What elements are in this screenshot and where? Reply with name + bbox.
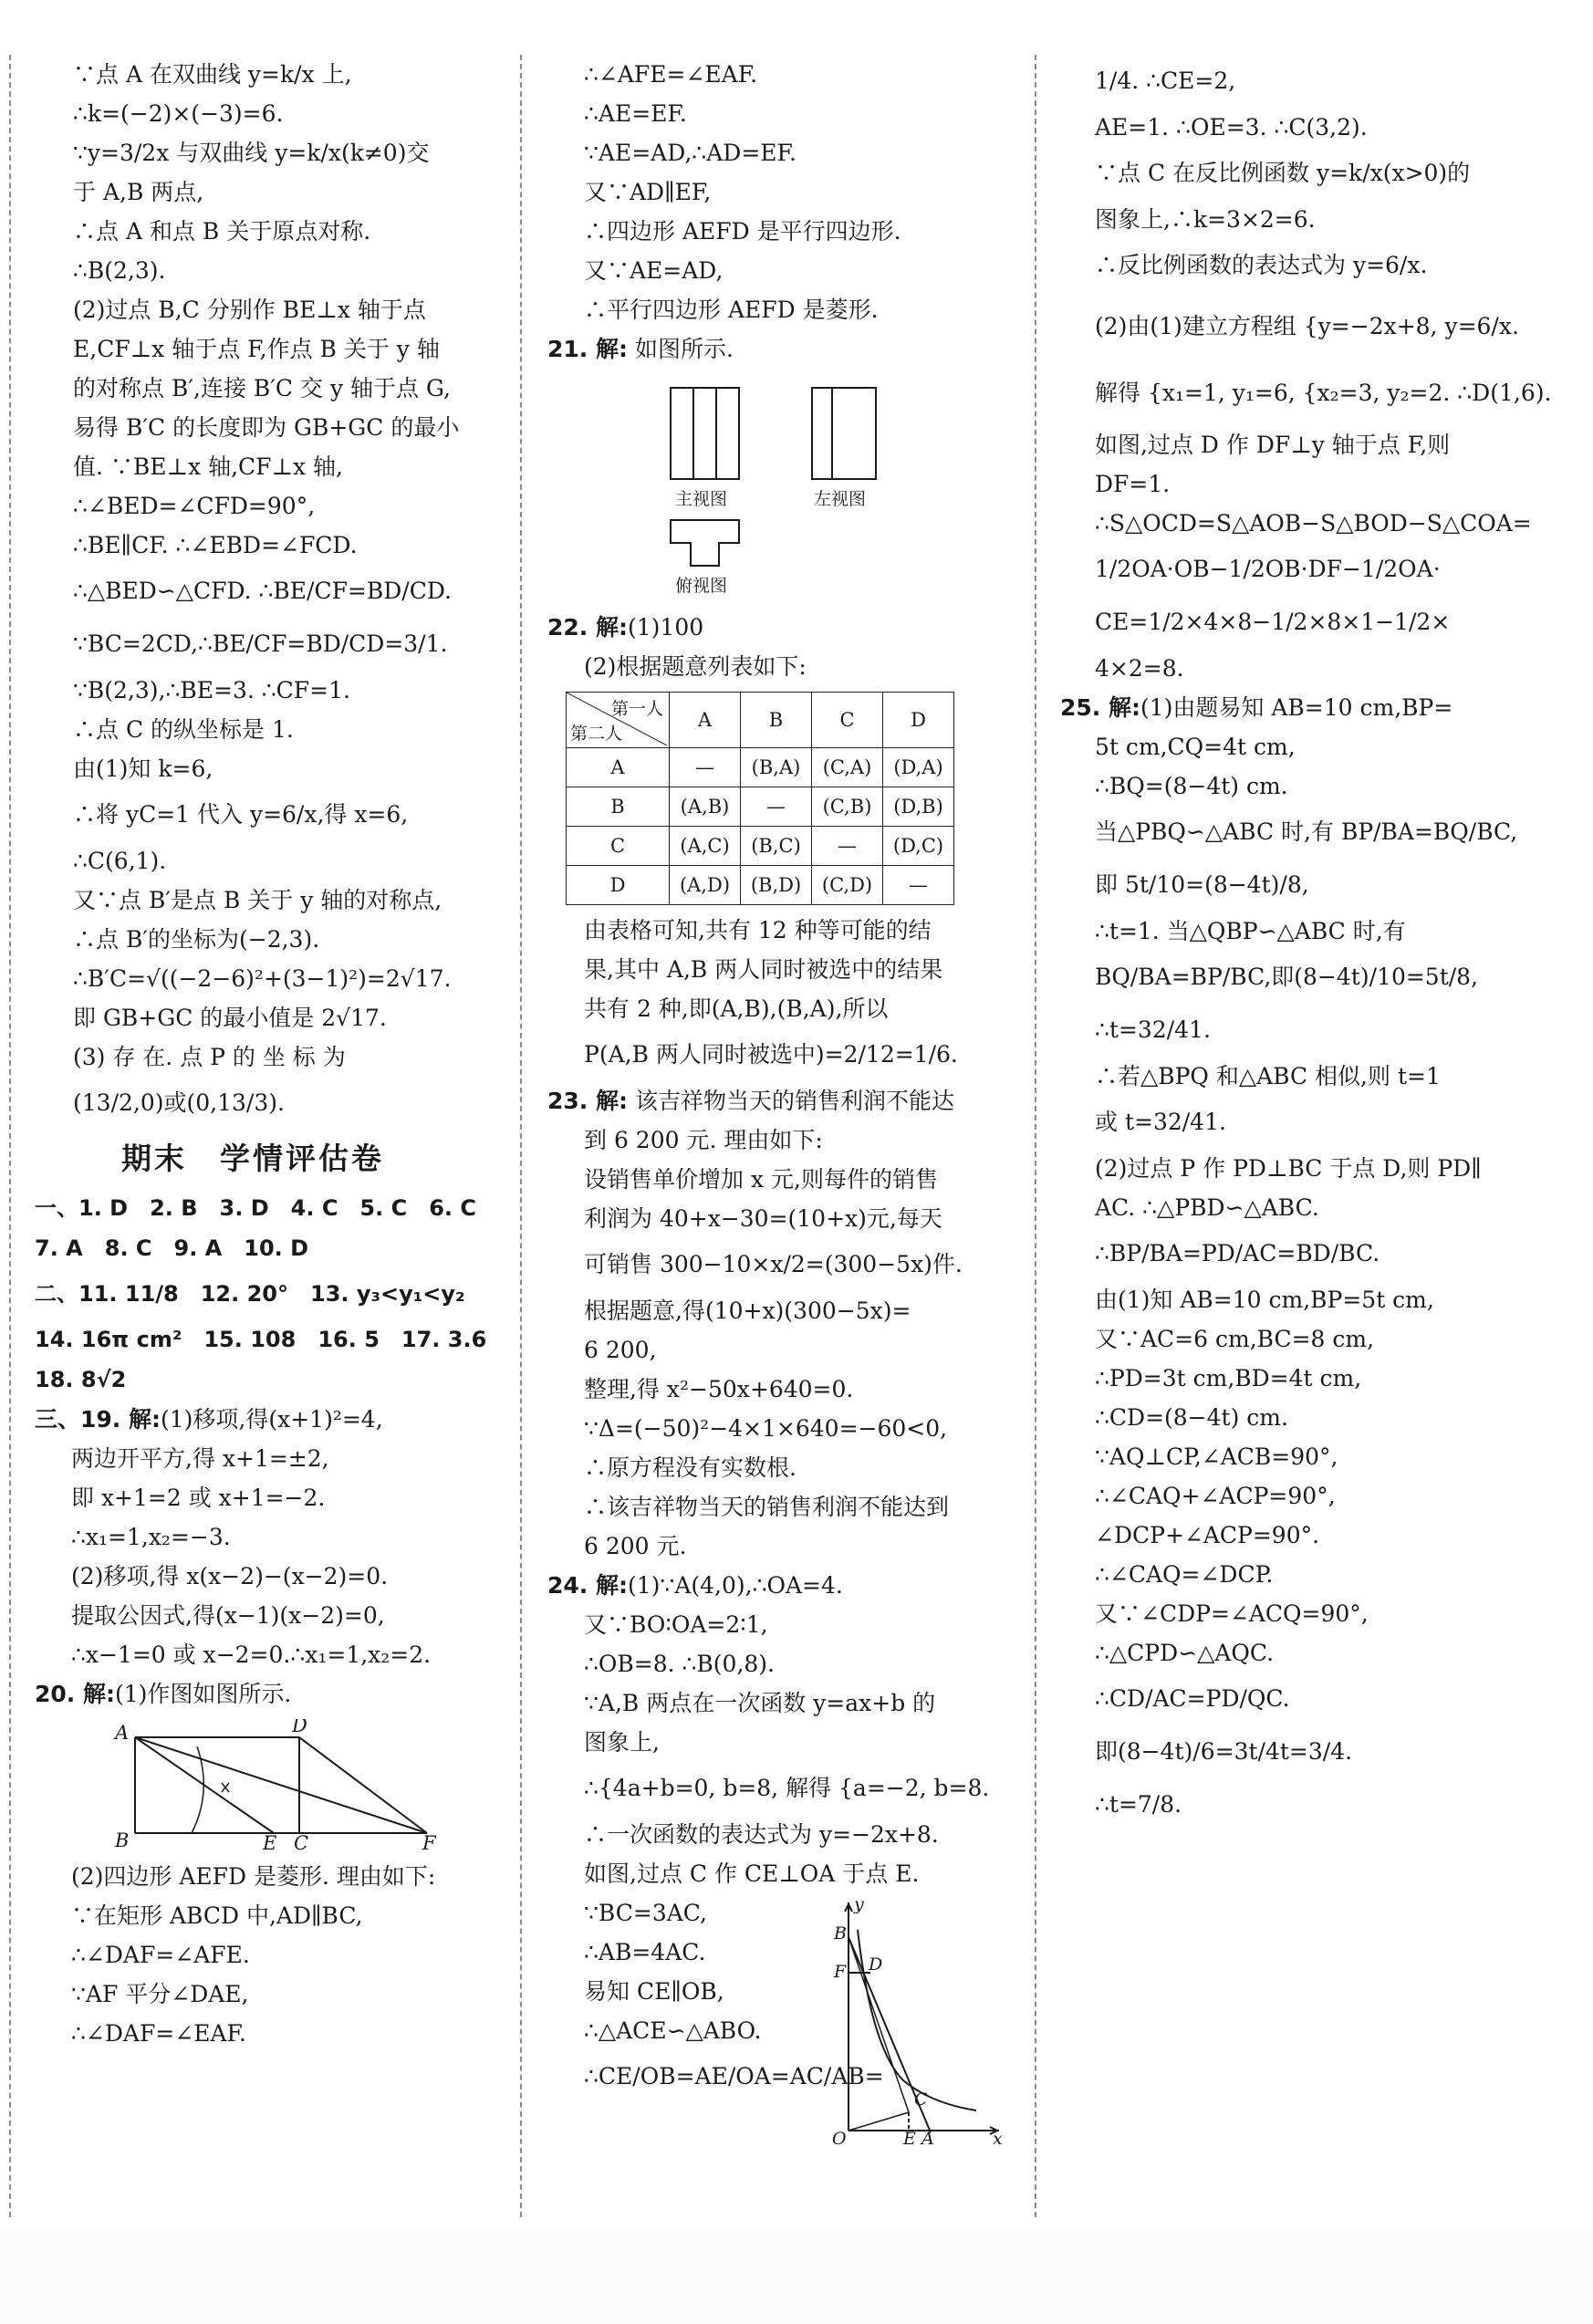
row-label: C bbox=[567, 827, 670, 866]
fig-label: A bbox=[921, 2129, 934, 2144]
text-line: 又∵BO∶OA=2∶1, bbox=[584, 1611, 768, 1638]
fig-label: E bbox=[263, 1832, 277, 1851]
fig-label: D bbox=[869, 1954, 883, 1975]
text-line: 共有 2 种,即(A,B),(B,A),所以 bbox=[584, 995, 889, 1022]
text-line: ∴B′C=√((−2−6)²+(3−1)²)=2√17. bbox=[73, 965, 452, 992]
text-line: 提取公因式,得(x−1)(x−2)=0, bbox=[71, 1602, 385, 1629]
text-line: ∴t=1. 当△QBP∽△ABC 时,有 bbox=[1095, 918, 1406, 944]
text-line: P(A,B 两人同时被选中)=2/12=1/6. bbox=[584, 1041, 958, 1068]
column-right bbox=[1060, 55, 1552, 1831]
text-line: 即 5t/10=(8−4t)/8, bbox=[1095, 871, 1309, 898]
table-cell: (D,C) bbox=[883, 827, 954, 866]
text-line: 5t cm,CQ=4t cm, bbox=[1095, 734, 1296, 760]
text-line: (2)移项,得 x(x−2)−(x−2)=0. bbox=[71, 1563, 389, 1589]
table-cell: — bbox=[670, 748, 741, 787]
text-line: 6 200 元. bbox=[584, 1533, 687, 1559]
text-line: 又∵AD∥EF, bbox=[584, 179, 712, 205]
text-line: DF=1. bbox=[1095, 471, 1171, 497]
text-line: 易知 CE∥OB, bbox=[584, 1978, 724, 2005]
text-line: 即 x+1=2 或 x+1=−2. bbox=[71, 1485, 326, 1511]
table-cell: (A,C) bbox=[670, 827, 741, 866]
text-line: ∴平行四边形 AEFD 是菱形. bbox=[584, 297, 879, 323]
text-line: 又∵∠CDP=∠ACQ=90°, bbox=[1095, 1600, 1369, 1627]
text-line: ∴该吉祥物当天的销售利润不能达到 bbox=[584, 1494, 950, 1520]
text-line: ∴AB=4AC. bbox=[584, 1939, 706, 1965]
text-line: ∴AE=EF. bbox=[584, 100, 687, 127]
text-line: 或 t=32/41. bbox=[1095, 1109, 1226, 1135]
text-line: ∵点 C 在反比例函数 y=k/x(x>0)的 bbox=[1095, 160, 1471, 186]
text-line: 又∵点 B′是点 B 关于 y 轴的对称点, bbox=[73, 887, 442, 913]
text-line: ∴若△BPQ 和△ABC 相似,则 t=1 bbox=[1095, 1063, 1441, 1089]
text-line: 解得 {x₁=1, y₁=6, {x₂=3, y₂=2. ∴D(1,6). bbox=[1095, 380, 1552, 406]
text-line: ∴∠CAQ+∠ACP=90°, bbox=[1095, 1483, 1336, 1509]
text-line: (2)由(1)建立方程组 {y=−2x+8, y=6/x. bbox=[1095, 313, 1519, 339]
text-line: (1)作图如图所示. bbox=[115, 1681, 292, 1707]
fig-label: A bbox=[115, 1722, 130, 1744]
rectangle-rhombus-figure bbox=[35, 1719, 454, 1851]
text-line: ∴△CPD∽△AQC. bbox=[1095, 1640, 1275, 1666]
text-line: 图象上,∴k=3×2=6. bbox=[1095, 206, 1316, 233]
table-cell: — bbox=[812, 827, 883, 866]
table-header: D bbox=[883, 693, 954, 748]
text-line: AC. ∴△PBD∽△ABC. bbox=[1095, 1194, 1319, 1221]
table-cell: (C,D) bbox=[812, 866, 883, 905]
table-cell: (D,A) bbox=[883, 748, 954, 787]
text-line: ∵在矩形 ABCD 中,AD∥BC, bbox=[71, 1902, 363, 1929]
text-line: ∴∠AFE=∠EAF. bbox=[584, 61, 758, 88]
text-line: 6 200, bbox=[584, 1337, 657, 1363]
table-cell: (D,B) bbox=[883, 787, 954, 827]
column-divider-1 bbox=[520, 55, 522, 2217]
text-line: (2)过点 P 作 PD⊥BC 于点 D,则 PD∥ bbox=[1095, 1155, 1482, 1182]
text-line: 可销售 300−10×x/2=(300−5x)件. bbox=[584, 1251, 963, 1277]
left-margin-rule bbox=[9, 55, 11, 2217]
text-line: 的对称点 B′,连接 B′C 交 y 轴于点 G, bbox=[73, 375, 452, 401]
text-line: 设销售单价增加 x 元,则每件的销售 bbox=[584, 1166, 938, 1193]
text-line: 图象上, bbox=[584, 1729, 660, 1756]
question-21-label: 21. 解: bbox=[547, 336, 628, 362]
text-line: ∴△ACE∽△ABO. bbox=[584, 2017, 762, 2044]
column-divider-2 bbox=[1035, 55, 1036, 2217]
fig-label: B bbox=[115, 1829, 130, 1851]
text-line: ∴BQ=(8−4t) cm. bbox=[1095, 773, 1288, 799]
table-corner-top: 第一人 bbox=[610, 699, 663, 719]
table-cell: (B,D) bbox=[741, 866, 812, 905]
table-cell: (B,C) bbox=[741, 827, 812, 866]
column-left bbox=[35, 55, 509, 2053]
text-line: ∵y=3/2x 与双曲线 y=k/x(k≠0)交 bbox=[73, 140, 430, 166]
text-line: 由(1)知 AB=10 cm,BP=5t cm, bbox=[1095, 1287, 1434, 1313]
table-row bbox=[567, 787, 954, 827]
text-line: CE=1/2×4×8−1/2×8×1−1/2× bbox=[1095, 609, 1451, 635]
text-line: 两边开平方,得 x+1=±2, bbox=[71, 1445, 329, 1472]
text-line: ∵Δ=(−50)²−4×1×640=−60<0, bbox=[584, 1415, 948, 1442]
text-line: ∴CE/OB=AE/OA=AC/AB= bbox=[584, 2063, 884, 2090]
text-line: ∴点 B′的坐标为(−2,3). bbox=[73, 926, 320, 953]
text-line: (2)过点 B,C 分别作 BE⊥x 轴于点 bbox=[73, 297, 426, 323]
fig-label: F bbox=[422, 1832, 436, 1851]
table-cell: (C,B) bbox=[812, 787, 883, 827]
text-line: ∴∠CAQ=∠DCP. bbox=[1095, 1561, 1274, 1588]
text-line: ∵B(2,3),∴BE=3. ∴CF=1. bbox=[73, 677, 350, 703]
text-line: ∴x₁=1,x₂=−3. bbox=[71, 1524, 231, 1550]
answer-line: 7. A 8. C 9. A 10. D bbox=[35, 1235, 309, 1261]
text-line: ∴OB=8. ∴B(0,8). bbox=[584, 1651, 776, 1677]
text-line: 当△PBQ∽△ABC 时,有 BP/BA=BQ/BC, bbox=[1095, 818, 1518, 845]
text-line: ∵BC=3AC, bbox=[584, 1900, 707, 1926]
text-line: 由表格可知,共有 12 种等可能的结 bbox=[584, 917, 932, 943]
text-line: ∴一次函数的表达式为 y=−2x+8. bbox=[584, 1821, 939, 1848]
text-line: ∴点 C 的纵坐标是 1. bbox=[73, 716, 294, 743]
row-label: A bbox=[567, 748, 670, 787]
text-line: ∴四边形 AEFD 是平行四边形. bbox=[584, 218, 901, 245]
function-graph-figure bbox=[830, 1893, 1008, 2144]
text-line: (13/2,0)或(0,13/3). bbox=[73, 1089, 285, 1116]
text-line: 如图所示. bbox=[634, 336, 734, 362]
page-bottom-margin bbox=[0, 2226, 1593, 2324]
table-cell: (B,A) bbox=[741, 748, 812, 787]
text-line: ∴BE∥CF. ∴∠EBD=∠FCD. bbox=[73, 532, 358, 558]
text-line: 1/4. ∴CE=2, bbox=[1095, 68, 1236, 94]
question-20-label: 20. 解: bbox=[35, 1681, 115, 1707]
text-line: ∵点 A 在双曲线 y=k/x 上, bbox=[73, 61, 352, 88]
table-row bbox=[567, 866, 954, 905]
answer-line: 18. 8√2 bbox=[35, 1367, 127, 1392]
table-cell: — bbox=[883, 866, 954, 905]
table-corner-bottom: 第二人 bbox=[570, 724, 623, 744]
text-line: 4×2=8. bbox=[1095, 655, 1184, 682]
fig-label: C bbox=[914, 2090, 928, 2110]
fig-label: D bbox=[292, 1719, 307, 1736]
table-cell: (A,D) bbox=[670, 866, 741, 905]
text-line: ∵AQ⊥CP,∠ACB=90°, bbox=[1095, 1443, 1338, 1470]
text-line: 于 A,B 两点, bbox=[73, 179, 204, 205]
text-line: (1)由题易知 AB=10 cm,BP= bbox=[1140, 694, 1453, 721]
answer-line: 14. 16π cm² 15. 108 16. 5 17. 3.6 bbox=[35, 1327, 487, 1352]
answer-line: 一、1. D 2. B 3. D 4. C 5. C 6. C bbox=[35, 1195, 477, 1221]
text-line: E,CF⊥x 轴于点 F,作点 B 关于 y 轴 bbox=[73, 336, 440, 362]
text-line: 即(8−4t)/6=3t/4t=3/4. bbox=[1095, 1738, 1353, 1765]
text-line: ∴原方程没有实数根. bbox=[584, 1454, 796, 1481]
fig-label: y bbox=[854, 1894, 864, 1914]
fig-label: F bbox=[834, 1962, 847, 1982]
text-line: (2)根据题意列表如下: bbox=[584, 653, 807, 680]
view-caption: 左视图 bbox=[814, 489, 867, 509]
table-row bbox=[567, 827, 954, 866]
text-line: 易得 B′C 的长度即为 GB+GC 的最小 bbox=[73, 414, 460, 441]
fig-label: E bbox=[903, 2129, 916, 2144]
text-line: 到 6 200 元. 理由如下: bbox=[584, 1127, 823, 1153]
text-line: ∴{4a+b=0, b=8, 解得 {a=−2, b=8. bbox=[584, 1775, 990, 1801]
text-line: (3) 存 在. 点 P 的 坐 标 为 bbox=[73, 1044, 346, 1070]
fig-label: C bbox=[294, 1832, 309, 1851]
answer-line: 二、11. 11/8 12. 20° 13. y₃<y₁<y₂ bbox=[35, 1281, 465, 1307]
row-label: B bbox=[567, 787, 670, 827]
text-line: ∴C(6,1). bbox=[73, 848, 167, 874]
text-line: 又∵AC=6 cm,BC=8 cm, bbox=[1095, 1326, 1375, 1352]
text-line: (2)四边形 AEFD 是菱形. 理由如下: bbox=[71, 1863, 436, 1890]
text-line: ∴S△OCD=S△AOB−S△BOD−S△COA= bbox=[1095, 510, 1532, 537]
question-19-label: 三、19. 解: bbox=[35, 1406, 161, 1433]
view-caption: 主视图 bbox=[675, 489, 728, 509]
question-22-label: 22. 解: bbox=[547, 614, 628, 641]
text-line: ∴t=32/41. bbox=[1095, 1016, 1211, 1043]
probability-table bbox=[566, 692, 954, 905]
text-line: ∵A,B 两点在一次函数 y=ax+b 的 bbox=[584, 1690, 936, 1716]
text-line: ∵BC=2CD,∴BE/CF=BD/CD=3/1. bbox=[73, 631, 448, 657]
text-line: (1)∵A(4,0),∴OA=4. bbox=[628, 1572, 843, 1599]
text-line: ∴CD=(8−4t) cm. bbox=[1095, 1404, 1288, 1431]
text-line: ∴k=(−2)×(−3)=6. bbox=[73, 100, 284, 127]
text-line: AE=1. ∴OE=3. ∴C(3,2). bbox=[1095, 114, 1368, 141]
text-line: ∵AE=AD,∴AD=EF. bbox=[584, 140, 796, 166]
table-cell: (A,B) bbox=[670, 787, 741, 827]
text-line: ∴∠DAF=∠EAF. bbox=[71, 2020, 246, 2047]
text-line: (1)100 bbox=[628, 614, 704, 641]
text-line: 如图,过点 C 作 CE⊥OA 于点 E. bbox=[584, 1860, 920, 1887]
text-line: ∴反比例函数的表达式为 y=6/x. bbox=[1095, 252, 1428, 278]
text-line: ∴t=7/8. bbox=[1095, 1791, 1182, 1818]
text-line: 又∵AE=AD, bbox=[584, 257, 724, 284]
three-views-figure bbox=[547, 374, 1004, 602]
text-line: 1/2OA·OB−1/2OB·DF−1/2OA· bbox=[1095, 556, 1441, 582]
text-line: 根据题意,得(10+x)(300−5x)= bbox=[584, 1297, 911, 1324]
text-line: 该吉祥物当天的销售利润不能达 bbox=[634, 1088, 954, 1114]
row-label: D bbox=[567, 866, 670, 905]
text-line: ∴点 A 和点 B 关于原点对称. bbox=[73, 218, 371, 245]
text-line: ∴PD=3t cm,BD=4t cm, bbox=[1095, 1365, 1362, 1391]
text-line: 即 GB+GC 的最小值是 2√17. bbox=[73, 1005, 387, 1031]
text-line: 整理,得 x²−50x+640=0. bbox=[584, 1376, 854, 1402]
table-header: C bbox=[812, 693, 883, 748]
text-line: 如图,过点 D 作 DF⊥y 轴于点 F,则 bbox=[1095, 432, 1451, 458]
fig-label: O bbox=[832, 2129, 847, 2144]
text-line: 果,其中 A,B 两人同时被选中的结果 bbox=[584, 956, 943, 983]
text-line: (1)移项,得(x+1)²=4, bbox=[161, 1406, 383, 1433]
question-25-label: 25. 解: bbox=[1060, 694, 1140, 721]
column-middle bbox=[547, 55, 1015, 2149]
text-line: ∠DCP+∠ACP=90°. bbox=[1095, 1522, 1320, 1548]
table-header: A bbox=[670, 693, 741, 748]
question-24-label: 24. 解: bbox=[547, 1572, 628, 1599]
text-line: ∴∠DAF=∠AFE. bbox=[71, 1942, 250, 1968]
text-line: BQ/BA=BP/BC,即(8−4t)/10=5t/8, bbox=[1095, 964, 1479, 990]
text-line: ∴BP/BA=PD/AC=BD/BC. bbox=[1095, 1240, 1380, 1266]
text-line: ∴B(2,3). bbox=[73, 257, 166, 284]
table-header: B bbox=[741, 693, 812, 748]
text-line: ∴CD/AC=PD/QC. bbox=[1095, 1685, 1290, 1712]
text-line: 值. ∵BE⊥x 轴,CF⊥x 轴, bbox=[73, 453, 343, 480]
question-23-label: 23. 解: bbox=[547, 1088, 628, 1114]
text-line: 利润为 40+x−30=(10+x)元,每天 bbox=[584, 1205, 942, 1232]
text-line: ∴△BED∽△CFD. ∴BE/CF=BD/CD. bbox=[73, 578, 452, 604]
text-line: 由(1)知 k=6, bbox=[73, 756, 213, 782]
text-line: ∴x−1=0 或 x−2=0.∴x₁=1,x₂=2. bbox=[71, 1641, 432, 1668]
table-corner bbox=[567, 693, 670, 748]
text-line: ∴∠BED=∠CFD=90°, bbox=[73, 493, 316, 519]
text-line: ∴将 yC=1 代入 y=6/x,得 x=6, bbox=[73, 801, 409, 828]
fig-label: B bbox=[834, 1923, 847, 1944]
table-row bbox=[567, 748, 954, 787]
table-cell: (C,A) bbox=[812, 748, 883, 787]
exam-title: 期末 学情评估卷 bbox=[121, 1141, 384, 1176]
view-caption: 俯视图 bbox=[675, 576, 728, 596]
fig-label: x bbox=[993, 2129, 1003, 2144]
text-line: ∵AF 平分∠DAE, bbox=[71, 1981, 249, 2007]
table-cell: — bbox=[741, 787, 812, 827]
